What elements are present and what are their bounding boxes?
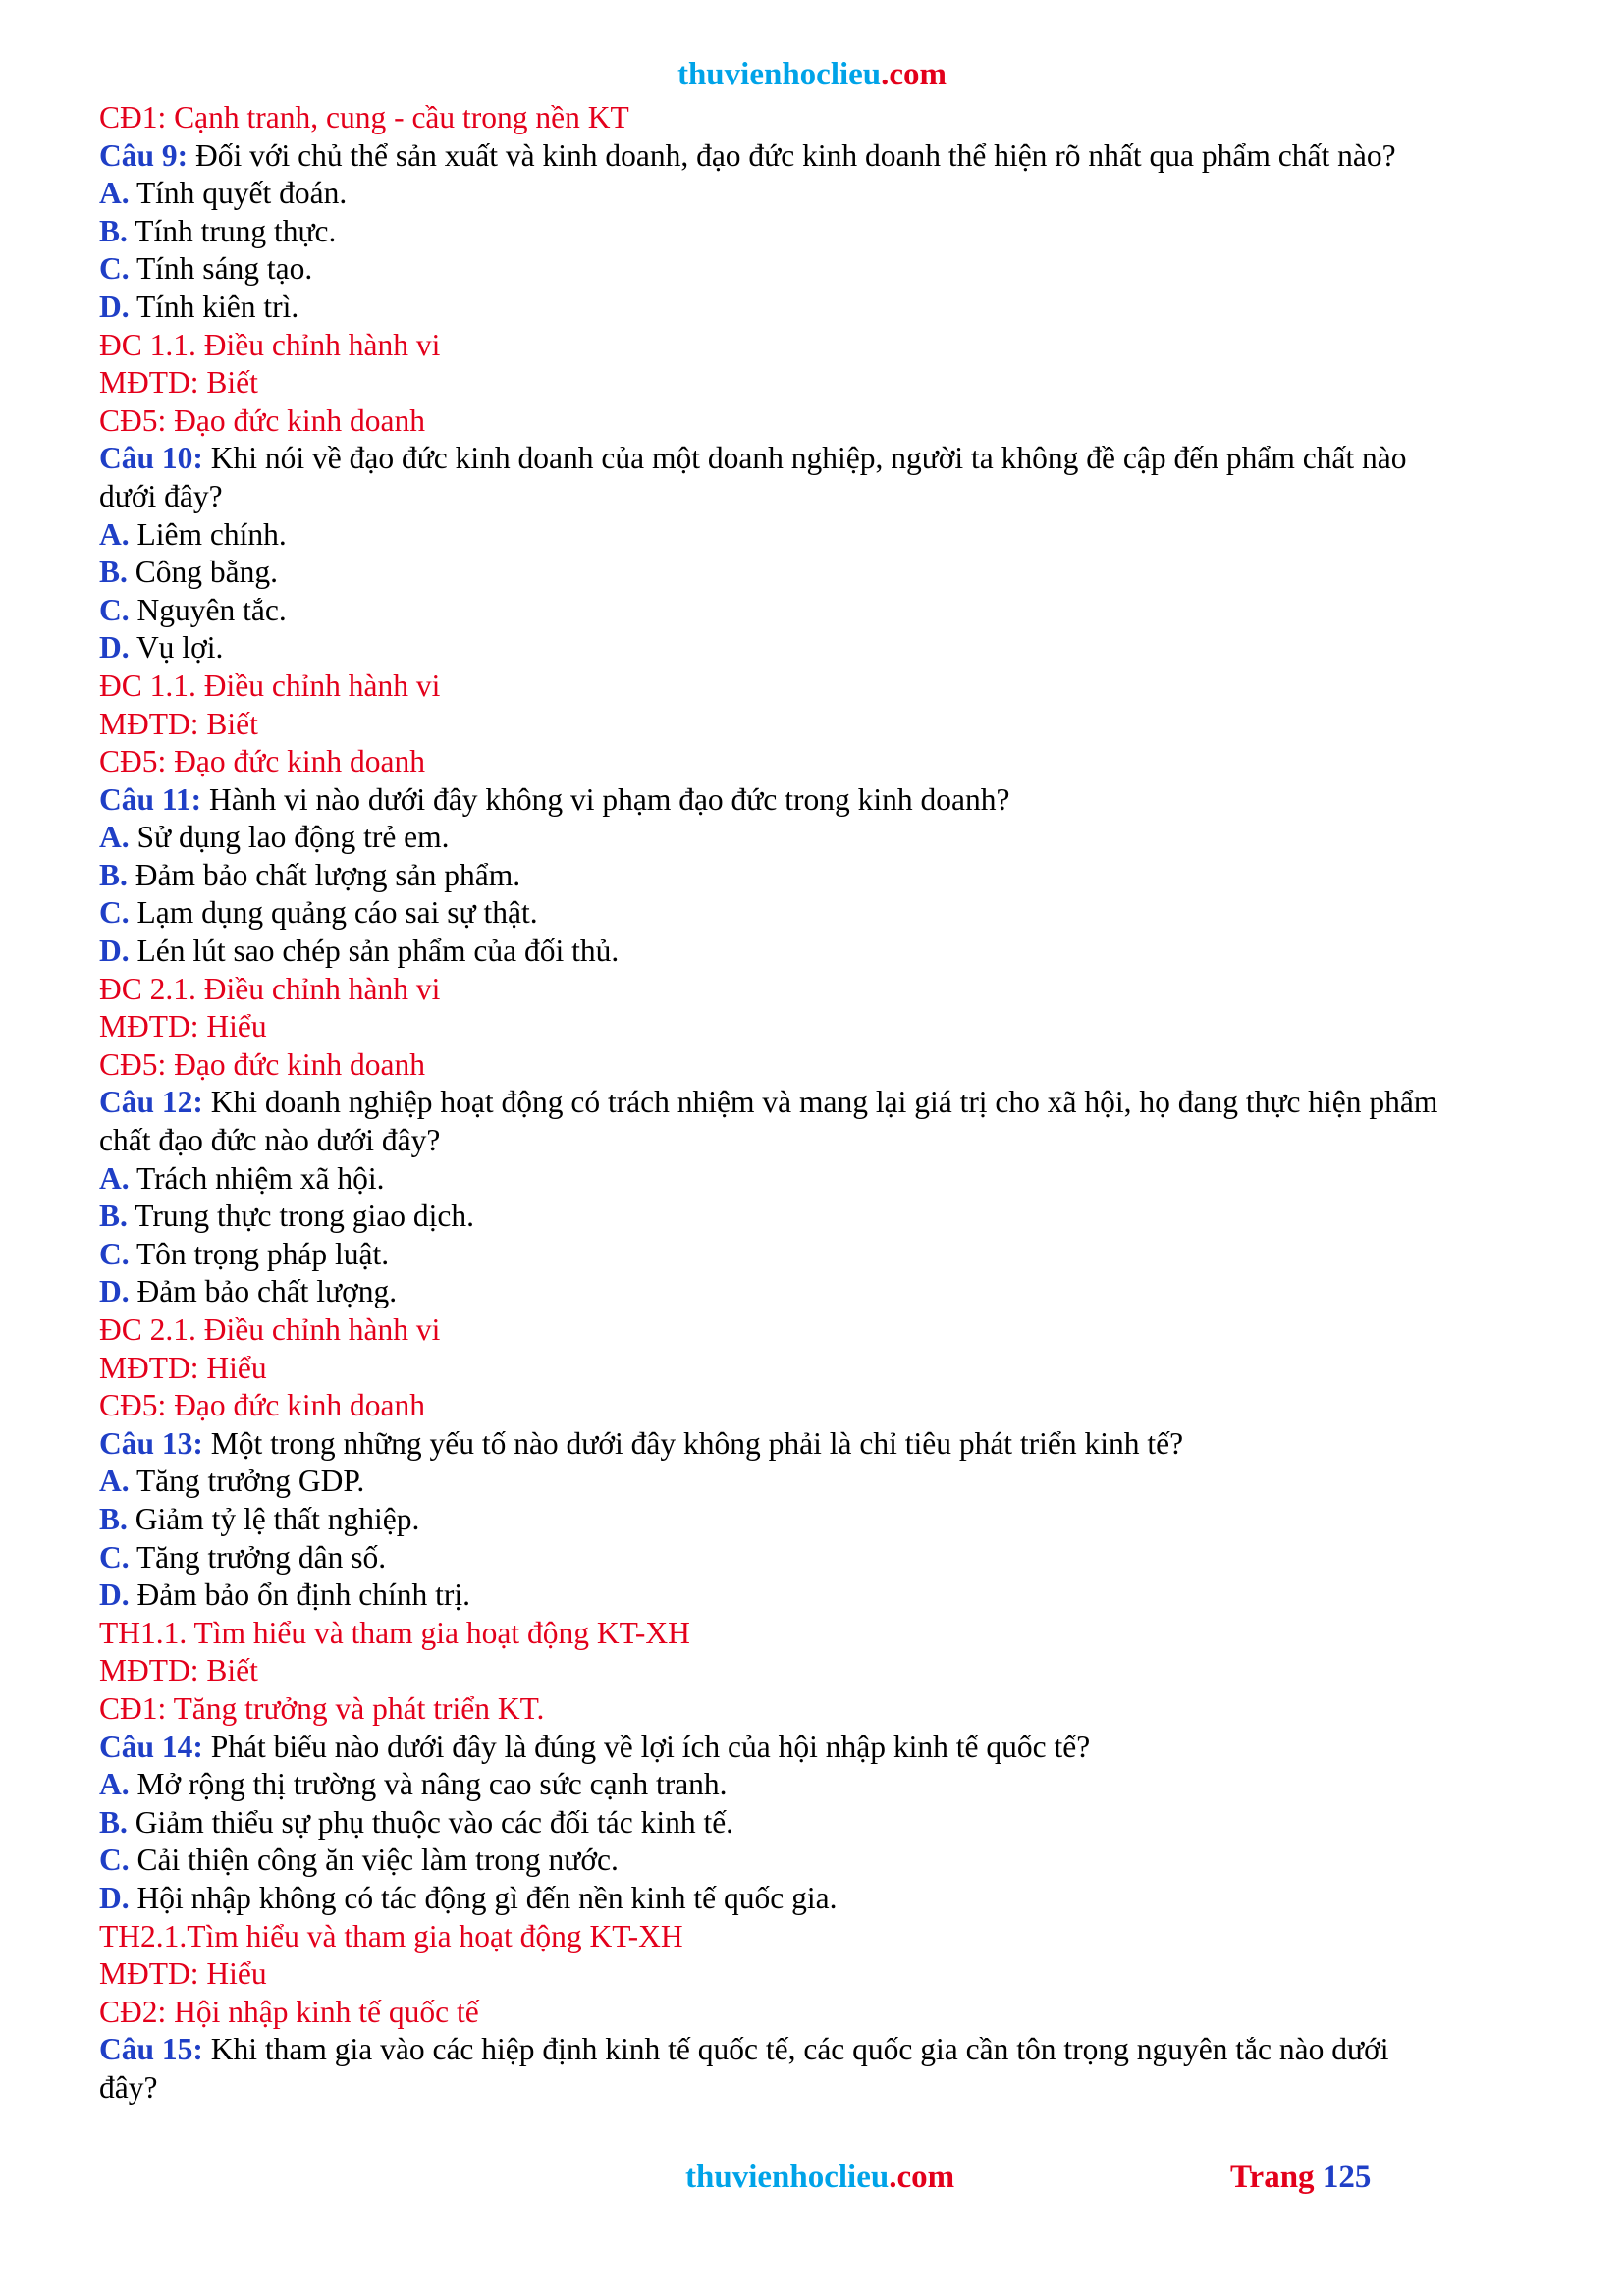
option-letter: B.	[99, 555, 128, 590]
option-text: Vụ lợi.	[135, 630, 224, 666]
option-letter: B.	[99, 857, 128, 892]
answer-option[interactable]	[99, 1501, 1533, 1539]
question-stem	[99, 1729, 1533, 1767]
option-letter: C.	[99, 1539, 130, 1575]
question-stem	[99, 137, 1533, 176]
option-text: Hội nhập không có tác động gì đến nền kinh tế quốc gia.	[136, 1880, 838, 1915]
question-number: Câu 10:	[99, 441, 203, 476]
answer-option[interactable]	[99, 819, 1533, 857]
question-number: Câu 11:	[99, 781, 202, 817]
page-num: 125	[1322, 2160, 1372, 2195]
question-stem	[99, 781, 1533, 820]
option-letter: B.	[99, 1501, 128, 1536]
answer-option[interactable]	[99, 857, 1533, 895]
option-letter: B.	[99, 213, 128, 248]
option-letter: B.	[99, 1804, 128, 1840]
question-stem	[99, 2031, 1533, 2069]
metadata-tag: MĐTD: Hiểu	[99, 1009, 267, 1044]
option-letter: D.	[99, 934, 130, 969]
answer-option[interactable]	[99, 1576, 1533, 1615]
option-letter: C.	[99, 895, 130, 931]
option-letter: C.	[99, 251, 130, 287]
option-text: Tôn trọng pháp luật.	[135, 1236, 390, 1271]
answer-option[interactable]	[99, 1880, 1533, 1918]
question-text: Hành vi nào dưới đây không vi phạm đạo đức trong kinh doanh?	[209, 781, 1010, 817]
answer-option[interactable]	[99, 1198, 1533, 1236]
answer-option[interactable]	[99, 1463, 1533, 1501]
option-text: Giảm tỷ lệ thất nghiệp.	[135, 1501, 420, 1536]
option-letter: B.	[99, 1199, 128, 1234]
option-text: Công bằng.	[135, 555, 279, 590]
header-brand[interactable]	[0, 57, 1624, 93]
metadata-tag: ĐC 1.1. Điều chỉnh hành vi	[99, 667, 441, 703]
question-number: Câu 15:	[99, 2032, 203, 2067]
option-letter: A.	[99, 1464, 130, 1499]
option-text: Lạm dụng quảng cáo sai sự thật.	[136, 895, 538, 931]
question-text: Một trong những yếu tố nào dưới đây không phải là chỉ tiêu phát triển kinh tế?	[210, 1425, 1184, 1461]
option-text: Cải thiện công ăn việc làm trong nước.	[136, 1842, 619, 1878]
metadata-tag: CĐ1: Tăng trưởng và phát triển KT.	[99, 1690, 545, 1726]
option-letter: D.	[99, 1880, 130, 1915]
metadata-tag: CĐ1: Cạnh tranh, cung - cầu trong nền KT	[99, 100, 629, 134]
answer-option[interactable]	[99, 175, 1533, 213]
metadata-tag: MĐTD: Hiểu	[99, 1956, 267, 1992]
option-text: Tính sáng tạo.	[135, 251, 313, 287]
question-number: Câu 14:	[99, 1729, 203, 1764]
metadata-tag: ĐC 2.1. Điều chỉnh hành vi	[99, 971, 441, 1006]
option-text: Nguyên tắc.	[136, 592, 287, 627]
metadata-tag: CĐ5: Đạo đức kinh doanh	[99, 1046, 426, 1082]
option-text: Tính kiên trì.	[135, 289, 299, 324]
footer-brand[interactable]	[685, 2160, 954, 2196]
metadata-tag: CĐ5: Đạo đức kinh doanh	[99, 744, 426, 779]
metadata-tag: ĐC 2.1. Điều chỉnh hành vi	[99, 1312, 441, 1347]
metadata-tag: TH1.1. Tìm hiểu và tham gia hoạt động KT-XH	[99, 1615, 690, 1650]
metadata-tag: CĐ5: Đạo đức kinh doanh	[99, 402, 426, 438]
header-brand-name: thuvienhoclieu	[677, 57, 882, 92]
page-word: Trang	[1230, 2160, 1315, 2195]
page-number	[1230, 2160, 1371, 2196]
question-number: Câu 12:	[99, 1085, 203, 1120]
option-text: Tính quyết đoán.	[135, 176, 348, 211]
option-text: Tính trung thực.	[135, 213, 337, 248]
question-text-continued: đây?	[99, 2069, 158, 2105]
answer-option[interactable]	[99, 1236, 1533, 1274]
answer-option[interactable]	[99, 592, 1533, 630]
question-text-continued: dưới đây?	[99, 478, 223, 513]
answer-option[interactable]	[99, 554, 1533, 592]
answer-option[interactable]	[99, 1539, 1533, 1577]
option-letter: A.	[99, 820, 130, 855]
option-letter: A.	[99, 176, 130, 211]
option-letter: A.	[99, 1160, 130, 1196]
question-number: Câu 9:	[99, 137, 189, 173]
option-letter: D.	[99, 630, 130, 666]
metadata-tag: MĐTD: Biết	[99, 706, 258, 741]
footer-brand-tld: .com	[889, 2160, 955, 2195]
answer-option[interactable]	[99, 933, 1533, 971]
option-text: Sử dụng lao động trẻ em.	[136, 820, 450, 855]
answer-option[interactable]	[99, 250, 1533, 289]
option-letter: A.	[99, 516, 130, 552]
option-text: Trách nhiệm xã hội.	[135, 1160, 385, 1196]
option-letter: A.	[99, 1767, 130, 1802]
answer-option[interactable]	[99, 213, 1533, 251]
metadata-tag: MĐTD: Biết	[99, 365, 258, 400]
option-text: Đảm bảo chất lượng sản phẩm.	[135, 857, 521, 892]
option-letter: C.	[99, 592, 130, 627]
option-text: Tăng trưởng dân số.	[135, 1539, 387, 1575]
option-letter: C.	[99, 1842, 130, 1878]
question-text: Khi tham gia vào các hiệp định kinh tế quốc tế, các quốc gia cần tôn trọng nguyên tắc nào dưới	[210, 2032, 1389, 2067]
option-text: Tăng trưởng GDP.	[135, 1464, 365, 1499]
question-text: Phát biểu nào dưới đây là đúng về lợi ích của hội nhập kinh tế quốc tế?	[210, 1729, 1091, 1764]
metadata-tag: TH2.1.Tìm hiểu và tham gia hoạt động KT-XH	[99, 1918, 683, 1953]
answer-option[interactable]	[99, 1766, 1533, 1804]
option-letter: D.	[99, 1274, 130, 1309]
question-number: Câu 13:	[99, 1425, 203, 1461]
question-text: Khi doanh nghiệp hoạt động có trách nhiệm và mang lại giá trị cho xã hội, họ đang thực hiện phẩm	[210, 1085, 1438, 1120]
metadata-tag: MĐTD: Biết	[99, 1653, 258, 1688]
question-list	[99, 99, 1533, 2107]
metadata-tag: CĐ2: Hội nhập kinh tế quốc tế	[99, 1994, 479, 2029]
footer-brand-name: thuvienhoclieu	[685, 2160, 890, 2195]
option-text: Liêm chính.	[136, 516, 287, 552]
option-text: Lén lút sao chép sản phẩm của đối thủ.	[136, 934, 620, 969]
question-stem	[99, 1084, 1533, 1122]
option-letter: D.	[99, 1577, 130, 1613]
question-text: Khi nói về đạo đức kinh doanh của một doanh nghiệp, người ta không đề cập đến phẩm chất nào	[210, 441, 1407, 476]
option-text: Đảm bảo chất lượng.	[136, 1274, 398, 1309]
question-text: Đối với chủ thể sản xuất và kinh doanh, đạo đức kinh doanh thể hiện rõ nhất qua phẩm chất nào?	[195, 137, 1396, 173]
answer-option[interactable]	[99, 1804, 1533, 1842]
option-letter: D.	[99, 289, 130, 324]
metadata-tag: ĐC 1.1. Điều chỉnh hành vi	[99, 327, 441, 362]
answer-option[interactable]	[99, 516, 1533, 555]
answer-option[interactable]	[99, 629, 1533, 667]
question-stem	[99, 1425, 1533, 1464]
header-brand-tld: .com	[881, 57, 947, 92]
option-text: Mở rộng thị trường và nâng cao sức cạnh tranh.	[136, 1767, 728, 1802]
option-text: Giảm thiểu sự phụ thuộc vào các đối tác kinh tế.	[135, 1804, 734, 1840]
question-text-continued: chất đạo đức nào dưới đây?	[99, 1123, 441, 1158]
option-text: Trung thực trong giao dịch.	[135, 1199, 474, 1234]
option-letter: C.	[99, 1236, 130, 1271]
answer-option[interactable]	[99, 1842, 1533, 1880]
answer-option[interactable]	[99, 1273, 1533, 1311]
answer-option[interactable]	[99, 894, 1533, 933]
question-stem	[99, 440, 1533, 478]
answer-option[interactable]	[99, 289, 1533, 327]
metadata-tag: CĐ5: Đạo đức kinh doanh	[99, 1388, 426, 1423]
metadata-tag: MĐTD: Hiểu	[99, 1350, 267, 1385]
option-text: Đảm bảo ổn định chính trị.	[136, 1577, 470, 1613]
answer-option[interactable]	[99, 1160, 1533, 1199]
